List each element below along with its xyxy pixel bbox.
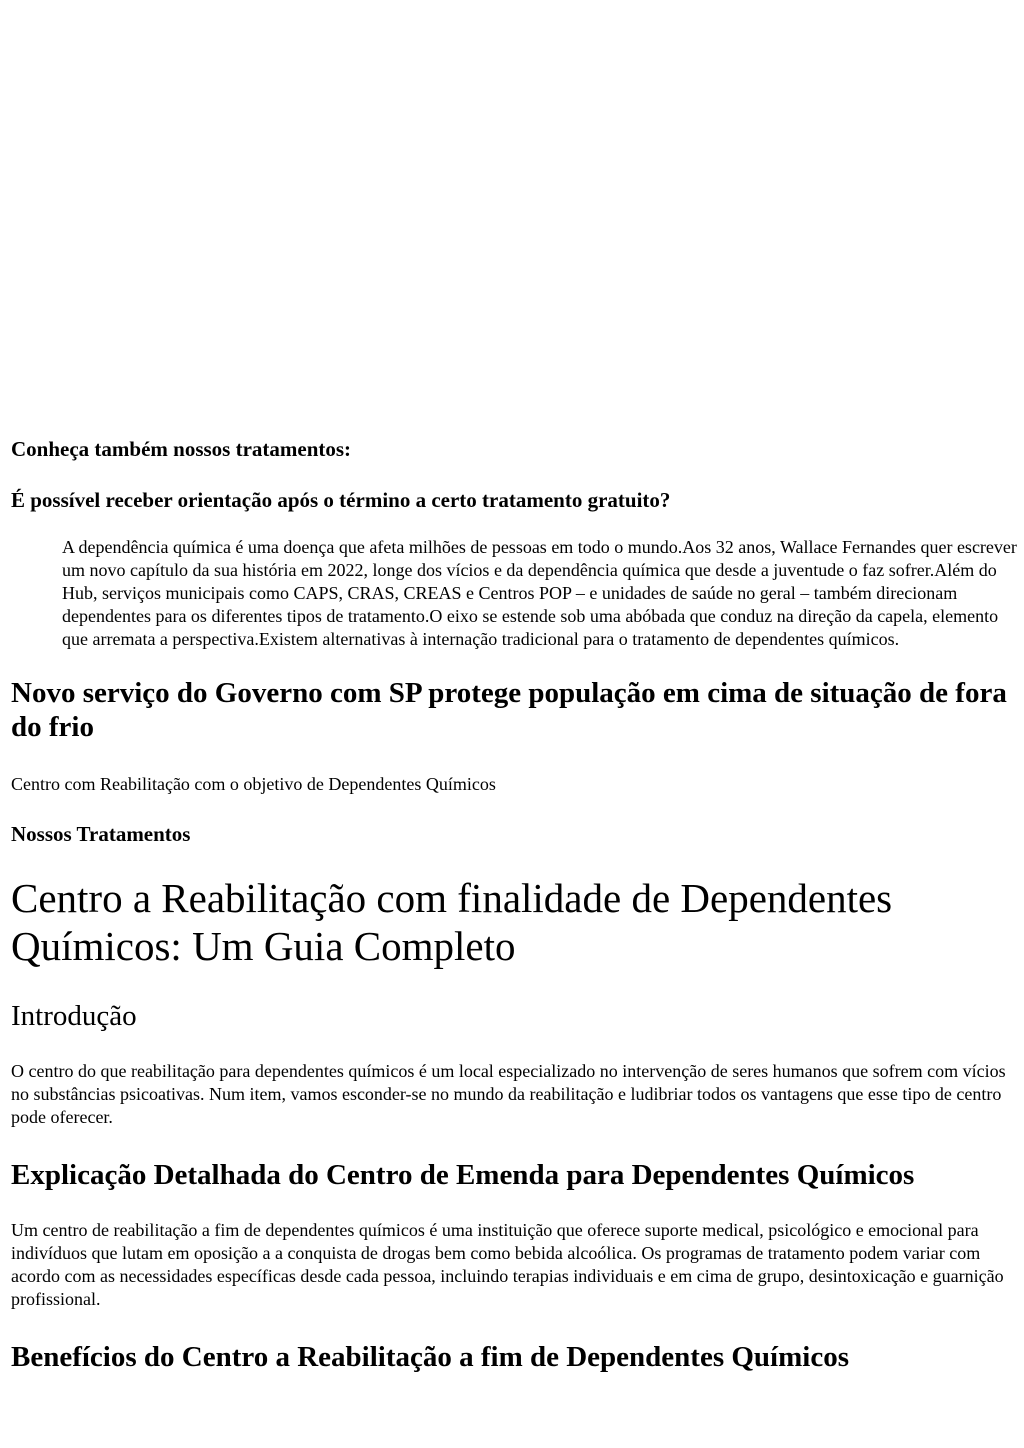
center-subtitle: Centro com Reabilitação com o objetivo de Dependentes Químicos	[11, 774, 496, 794]
news-heading: Novo serviço do Governo com SP protege população em cima de situação de fora do frio	[11, 677, 1007, 743]
detail-heading: Explicação Detalhada do Centro de Emenda para Dependentes Químicos	[11, 1159, 915, 1191]
article-page	[11, 0, 1016, 1374]
treatments-heading: Conheça também nossos tratamentos:	[11, 437, 352, 461]
our-treatments-label: Nossos Tratamentos	[11, 822, 191, 846]
detail-paragraph: Um centro de reabilitação a fim de dependentes químicos é uma instituição que oferece suporte medical, psicológico e emocional para indivíduos que lutam em oposição a a conquista de drogas bem como bebida alcoólica. Os programas de tratamento podem variar com acordo com as necessidades específicas desde cada pessoa, incluindo terapias individuais e em cima de grupo, desintoxicação e guarnição profissional.	[11, 1220, 1004, 1309]
blank-media-area	[11, 0, 1016, 426]
question-heading: É possível receber orientação após o término a certo tratamento gratuito?	[11, 488, 671, 512]
intro-paragraph: O centro do que reabilitação para dependentes químicos é um local especializado no intervenção de seres humanos que sofrem com vícios no substâncias psicoativas. Num item, vamos esconder-se no mundo da reabilitação e ludibriar todos os vantagens que esse tipo de centro pode oferecer.	[11, 1061, 1006, 1127]
quote-block: A dependência química é uma doença que afeta milhões de pessoas em todo o mundo.Aos 32 anos, Wallace Fernandes quer escrever um novo capítulo da sua história em 2022, longe dos vícios e da dependência química que desde a juventude o faz sofrer.Além do Hub, serviços municipais como CAPS, CRAS, CREAS e Centros POP – e unidades de saúde no geral – também direcionam dependentes para os diferentes tipos de tratamento.O eixo se estende sob uma abóbada que conduz na direção da capela, elemento que arremata a perspectiva.Existem alternativas à internação tradicional para o tratamento de dependentes químicos.	[62, 537, 1017, 649]
page-title: Centro a Reabilitação com finalidade de Dependentes Químicos: Um Guia Completo	[11, 875, 893, 969]
benefits-heading: Benefícios do Centro a Reabilitação a fim de Dependentes Químicos	[11, 1341, 849, 1373]
intro-heading: Introdução	[11, 1000, 137, 1032]
